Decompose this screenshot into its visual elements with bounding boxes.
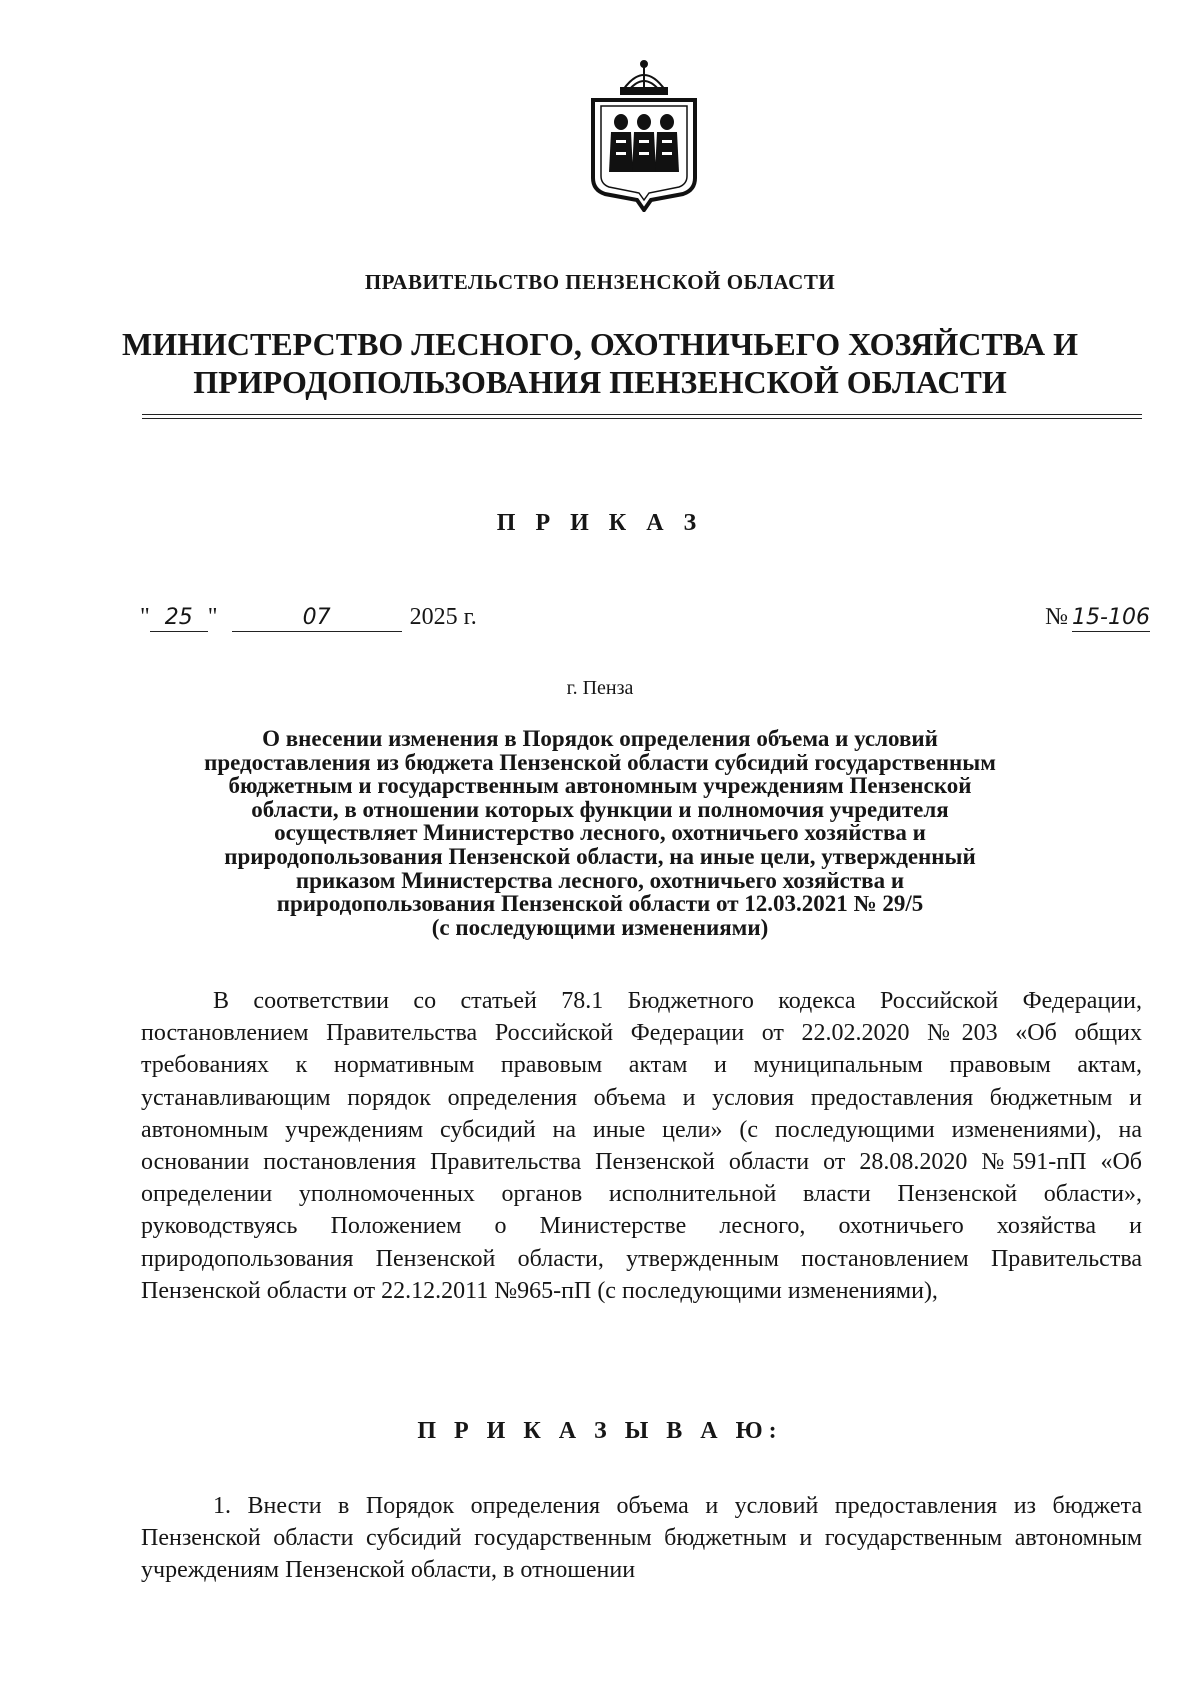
subject-line: природопользования Пензенской области от 12.03.2021 № 29/5 <box>276 891 924 917</box>
subject-line: области, в отношении которых функции и полномочия учредителя <box>251 796 949 822</box>
government-name: ПРАВИТЕЛЬСТВО ПЕНЗЕНСКОЙ ОБЛАСТИ <box>364 270 836 294</box>
subject-line: бюджетным и государственным автономным учреждениям Пензенской <box>228 773 972 799</box>
ministry-name-line-2: ПРИРОДОПОЛЬЗОВАНИЯ ПЕНЗЕНСКОЙ ОБЛАСТИ <box>193 364 1007 400</box>
document-subject <box>150 727 1050 939</box>
ministry-name <box>120 325 1080 401</box>
subject-line: (с последующими изменениями) <box>431 914 769 940</box>
document-number <box>1045 604 1150 632</box>
document-date: " 25 " 07 2025 г. <box>140 604 477 630</box>
subject-line: природопользования Пензенской области, на иные цели, утвержденный <box>224 843 976 869</box>
number-label: № <box>1045 604 1068 630</box>
subject-line: приказом Министерства лесного, охотничьего хозяйства и <box>295 867 905 893</box>
subject-line: О внесении изменения в Порядок определения объема и условий <box>262 726 938 751</box>
header-divider-top <box>142 414 1142 415</box>
subject-line: осуществляет Министерство лесного, охотничьего хозяйства и <box>274 820 926 846</box>
ministry-name-line-1: МИНИСТЕРСТВО ЛЕСНОГО, ОХОТНИЧЬЕГО ХОЗЯЙСТВА И <box>122 326 1078 362</box>
date-year: 2025 г. <box>409 604 477 630</box>
coat-of-arms-icon <box>583 60 705 212</box>
subject-line: предоставления из бюджета Пензенской области субсидий государственным <box>204 749 996 775</box>
document-type-title: П Р И К А З <box>496 510 704 536</box>
number-value: 15-106 <box>1072 605 1150 630</box>
date-month: 07 <box>232 605 402 632</box>
preamble-paragraph: В соответствии со статьей 78.1 Бюджетного кодекса Российской Федерации, постановлением Правительства Российской Федерации от 22.02.2020 №203 «Об общих требованиях к нормативным правовым актам и муниципальным правовым актам, устанавливающим порядок определения объема и условия предоставления бюджетным и автономным учреждениям субсидий на иные цели» (с последующими изменениями), на основании постановления Правительства Пензенской области от 28.08.2020 №591-пП «Об определении уполномоченных органов исполнительной власти Пензенской области», руководствуясь Положением о Министерстве лесного, охотничьего хозяйства и природопользования Пензенской области, утвержденным постановлением Правительства Пензенской области от 22.12.2011 №965-пП (с последующими изменениями), <box>141 988 1142 1304</box>
header-divider-bottom <box>142 418 1142 419</box>
date-day: 25 <box>150 605 208 632</box>
order-directive-heading: П Р И К А З Ы В А Ю: <box>417 1418 783 1444</box>
document-city: г. Пенза <box>566 677 634 699</box>
order-item-1: 1. Внести в Порядок определения объема и условий предоставления из бюджета Пензенской области субсидий государственным бюджетным и государственным автономным учреждениям Пензенской области, в отношении <box>141 1493 1142 1583</box>
